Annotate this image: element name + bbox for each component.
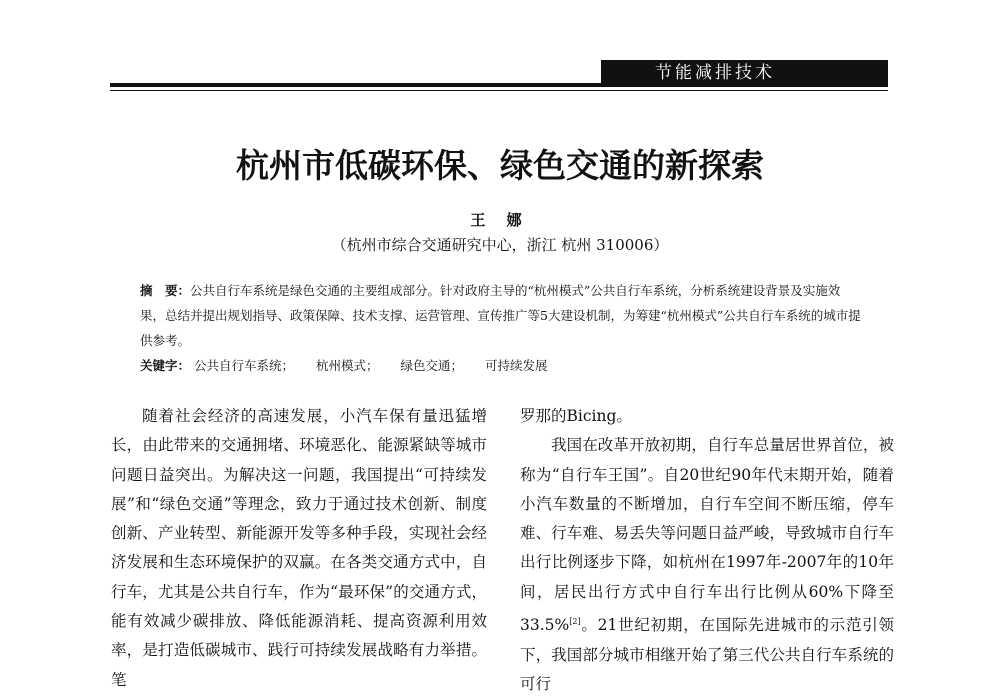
citation: [2] bbox=[569, 617, 581, 627]
keyword: 可持续发展 bbox=[485, 358, 548, 373]
body-paragraph: 随着社会经济的高速发展，小汽车保有量迅猛增长，由此带来的交通拥堵、环境恶化、能源紧缺等城市问题日益突出。为解决这一问题，我国提出“可持续发展”和“绿色交通”等理念，致力于通过技术创新、制度创新、产业转型、新能源开发等多种手段，实现社会经济发展和生态环境保护的双赢。在各类交通方式中，自行车，尤其是公共自行车，作为“最环保”的交通方式，能有效减少碳排放、降低能源消耗、提高资源利用效率，是打造低碳城市、践行可持续发展战略有力举措。笔 bbox=[111, 407, 487, 689]
affiliation: （杭州市综合交通研究中心，浙江 杭州 310006） bbox=[331, 236, 669, 254]
body-paragraph-continuation: 罗那的Bicing。 bbox=[520, 407, 632, 425]
article-title: 杭州市低碳环保、绿色交通的新探索 bbox=[236, 146, 764, 185]
body-column-right bbox=[520, 402, 894, 699]
keywords-label: 关键字： bbox=[140, 358, 191, 373]
keyword: 杭州模式； bbox=[316, 358, 379, 373]
author: 王 娜 bbox=[470, 211, 530, 229]
keywords bbox=[140, 356, 862, 374]
body-text: 我国在改革开放初期，自行车总量居世界首位，被称为“自行车王国”。自20世纪90年代末期开始，随着小汽车数量的不断增加，自行车空间不断压缩，停车难、行车难、易丢失等问题日益严峻，导致城市自行车出行比例逐步下降，如杭州在1997年-2007年的10年间，居民出行方式中自行车出行比例从60%下降至33.5% bbox=[520, 436, 894, 635]
keyword: 绿色交通； bbox=[400, 358, 464, 373]
body-column-left bbox=[111, 402, 487, 695]
abstract bbox=[140, 278, 862, 353]
body-paragraph bbox=[520, 431, 894, 699]
keyword: 公共自行车系统； bbox=[194, 358, 295, 373]
abstract-label: 摘 要： bbox=[140, 283, 191, 298]
body-text: 。21世纪初期，在国际先进城市的示范引领下，我国部分城市相继开始了第三代公共自行车系统的可行 bbox=[520, 616, 894, 693]
abstract-text: 公共自行车系统是绿色交通的主要组成部分。针对政府主导的“杭州模式”公共自行车系统，分析系统建设背景及实施效果，总结并提出规划指导、政策保障、技术支撑、运营管理、宣传推广等5大建设机制，为筹建“杭州模式”公共自行车系统的城市提供参考。 bbox=[140, 283, 861, 348]
header-rule-thin bbox=[110, 90, 888, 91]
section-label: 节能减排技术 bbox=[601, 60, 888, 86]
